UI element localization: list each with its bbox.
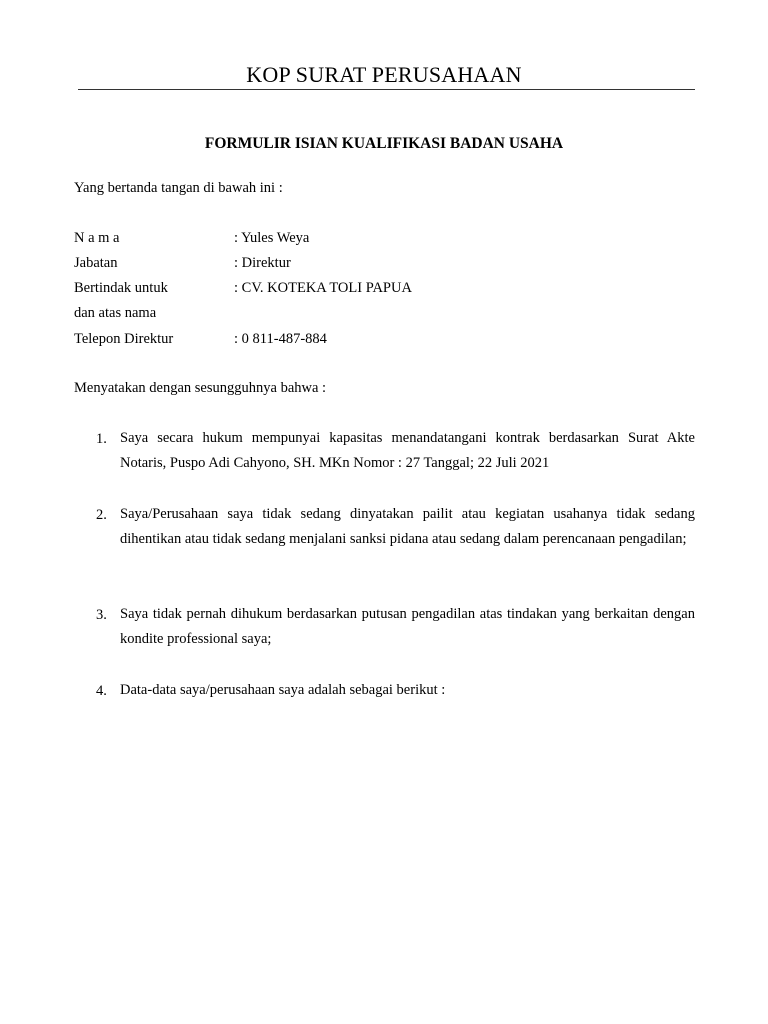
list-item-number: 4.: [96, 683, 107, 699]
list-item-text: Saya/Perusahaan saya tidak sedang dinyatakan pailit atau kegiatan usahanya tidak sedang dihentikan atau tidak sedang menjalani sanksi pidana atau sedang dalam perencanaan pengadilan;: [120, 506, 695, 547]
list-item-number: 3.: [96, 607, 107, 623]
list-item-text: Saya tidak pernah dihukum berdasarkan putusan pengadilan atas tindakan yang berkaitan dengan kondite professional saya;: [120, 606, 695, 647]
field-value-position: : Direktur: [234, 255, 291, 271]
field-value-phone: : 0 811-487-884: [234, 331, 327, 347]
list-item-text: Data-data saya/perusahaan saya adalah sebagai berikut :: [120, 682, 446, 698]
field-label-name: N a m a: [74, 230, 120, 246]
field-label-acting-for: Bertindak untuk: [74, 280, 168, 296]
field-label-on-behalf: dan atas nama: [74, 305, 157, 321]
field-label-phone: Telepon Direktur: [74, 331, 174, 347]
letterhead-title: KOP SURAT PERUSAHAAN: [246, 62, 522, 87]
list-item-number: 1.: [96, 431, 107, 447]
field-value-name: : Yules Weya: [234, 230, 310, 246]
letterhead-divider: [78, 89, 695, 90]
form-title: FORMULIR ISIAN KUALIFIKASI BADAN USAHA: [204, 135, 564, 152]
list-item-text: Saya secara hukum mempunyai kapasitas menandatangani kontrak berdasarkan Surat Akte Notaris, Puspo Adi Cahyono, SH. MKn Nomor : 27 Tanggal; 22 Juli 2021: [120, 430, 695, 471]
list-item-number: 2.: [96, 507, 107, 523]
declaration-text: Menyatakan dengan sesungguhnya bahwa :: [74, 380, 327, 396]
field-value-company: : CV. KOTEKA TOLI PAPUA: [234, 280, 412, 296]
field-label-position: Jabatan: [74, 255, 118, 271]
intro-text: Yang bertanda tangan di bawah ini :: [74, 180, 283, 196]
